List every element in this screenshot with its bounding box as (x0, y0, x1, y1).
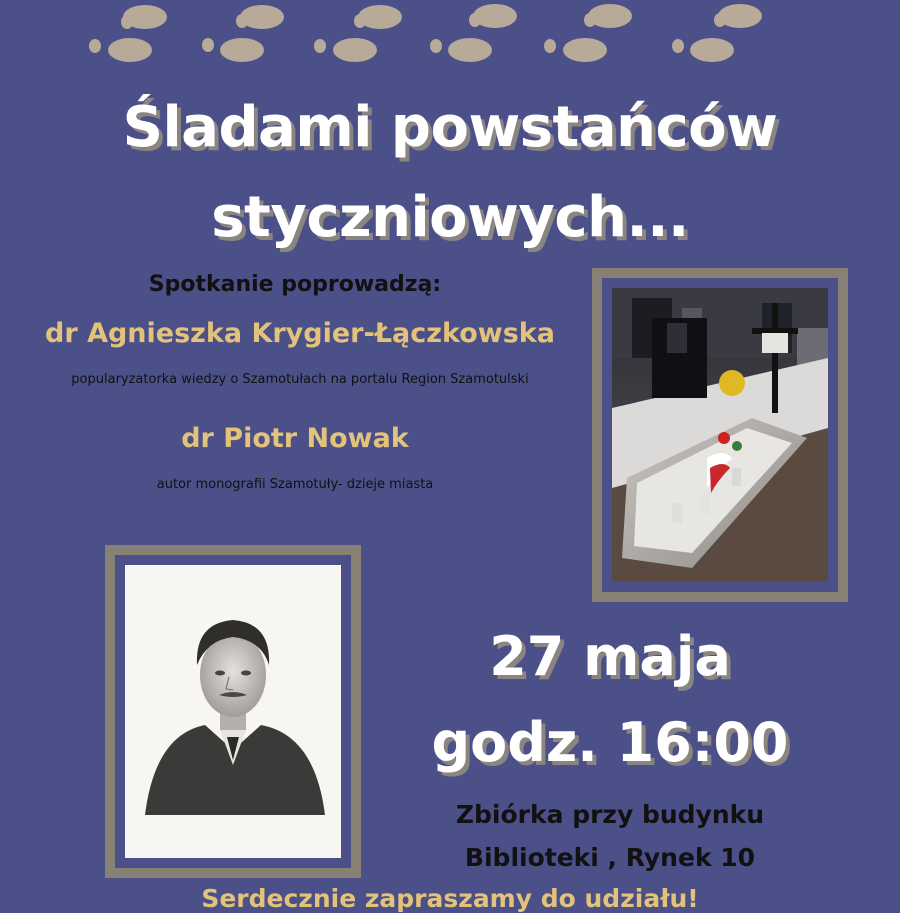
poster-title-line2: styczniowych... (211, 185, 689, 250)
hosts-heading: Spotkanie poprowadzą: (148, 272, 442, 297)
host2-name: dr Piotr Nowak (181, 423, 409, 454)
cemetery-photo-frame (592, 268, 848, 602)
event-date: 27 maja (489, 625, 731, 688)
host2-description: autor monografii Szamotuły- dzieje miasta (156, 477, 434, 492)
cemetery-photo (612, 288, 828, 582)
footprints-icon (0, 0, 900, 75)
event-time: godz. 16:00 (431, 711, 789, 774)
portrait-frame (105, 545, 361, 878)
host1-name: dr Agnieszka Krygier-Łączkowska (45, 318, 555, 349)
poster-title-line1: Śladami powstańców (122, 95, 778, 160)
invitation-text: Serdecznie zapraszamy do udziału! (201, 884, 699, 913)
portrait-engraving (125, 565, 341, 858)
meeting-place-line1: Zbiórka przy budynku (455, 800, 765, 829)
host1-description: popularyzatorka wiedzy o Szamotułach na portalu Region Szamotulski (71, 372, 529, 387)
meeting-place-line2: Biblioteki , Rynek 10 (464, 843, 756, 872)
